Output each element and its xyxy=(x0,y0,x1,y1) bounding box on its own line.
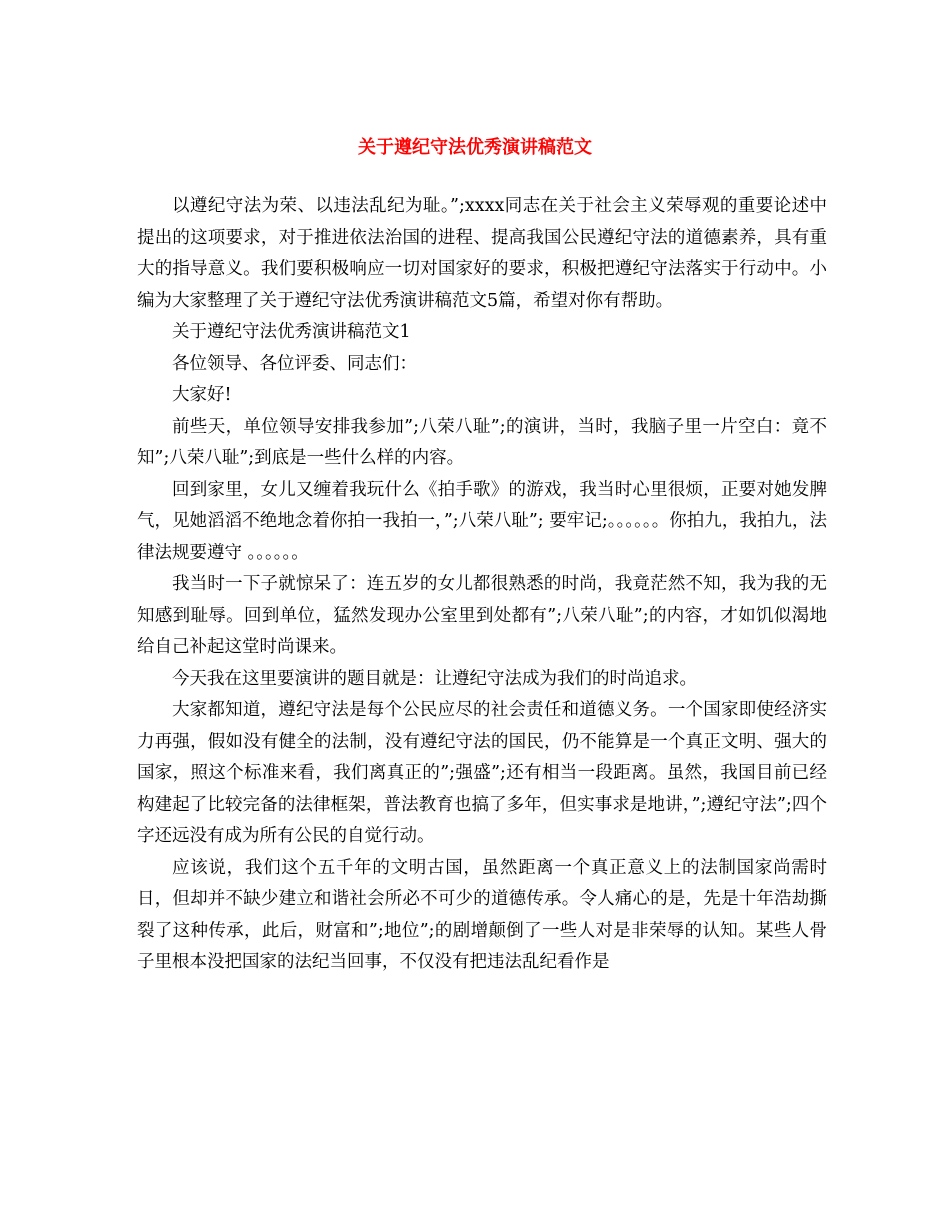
paragraph-body: 应该说，我们这个五千年的文明古国，虽然距离一个真正意义上的法制国家尚需时日，但却并不缺少建立和谐社会所必不可少的道德传承。令人痛心的是，先是十年浩劫撕裂了这种传承，此后，财富和”;地位”;的剧增颠倒了一些人对是非荣辱的认知。某些人骨子里根本没把国家的法纪当回事，不仅没有把违法乱纪看作是 xyxy=(137,857,827,972)
paragraph-salutation: 各位领导、各位评委、同志们： xyxy=(172,353,417,374)
page-title: 关于遵纪守法优秀演讲稿范文 xyxy=(358,137,592,159)
paragraph-intro: 以遵纪守法为荣、以违法乱纪为耻。”;xxxx同志在关于社会主义荣辱观的重要论述中提出的这项要求，对于推进依法治国的进程、提高我国公民遵纪守法的道德素养，具有重大的指导意义。我们要积极响应一切对国家好的要求，积极把遵纪守法落实于行动中。小编为大家整理了关于遵纪守法优秀演讲稿范文5篇，希望对你有帮助。 xyxy=(137,196,827,311)
document-body xyxy=(137,191,827,979)
paragraph-body: 前些天，单位领导安排我参加”;八荣八耻”;的演讲，当时，我脑子里一片空白：竟不知”;八荣八耻”;到底是一些什么样的内容。 xyxy=(137,416,827,468)
paragraph-body: 今天我在这里要演讲的题目就是：让遵纪守法成为我们的时尚追求。 xyxy=(172,668,697,689)
paragraph-body: 回到家里，女儿又缠着我玩什么《拍手歌》的游戏，我当时心里很烦，正要对她发脾气，见她滔滔不绝地念着你拍一我拍一，”;八荣八耻”; 要牢记;。。。。。。你拍九，我拍九，法律法规要遵守 。。。。。。 xyxy=(137,479,827,563)
paragraph-body: 我当时一下子就惊呆了：连五岁的女儿都很熟悉的时尚，我竟茫然不知，我为我的无知感到耻辱。回到单位，猛然发现办公室里到处都有”;八荣八耻”;的内容，才如饥似渴地给自己补起这堂时尚课来。 xyxy=(137,574,827,657)
paragraph-subtitle: 关于遵纪守法优秀演讲稿范文1 xyxy=(172,322,411,342)
paragraph-greeting: 大家好! xyxy=(172,385,232,405)
paragraph-body: 大家都知道，遵纪守法是每个公民应尽的社会责任和道德义务。一个国家即使经济实力再强，假如没有健全的法制，没有遵纪守法的国民，仍不能算是一个真正文明、强大的国家，照这个标准来看，我们离真正的”;强盛”;还有相当一段距离。虽然，我国目前已经构建起了比较完备的法律框架，普法教育也搞了多年，但实事求是地讲，”;遵纪守法”;四个字还远没有成为所有公民的自觉行动。 xyxy=(137,700,827,846)
